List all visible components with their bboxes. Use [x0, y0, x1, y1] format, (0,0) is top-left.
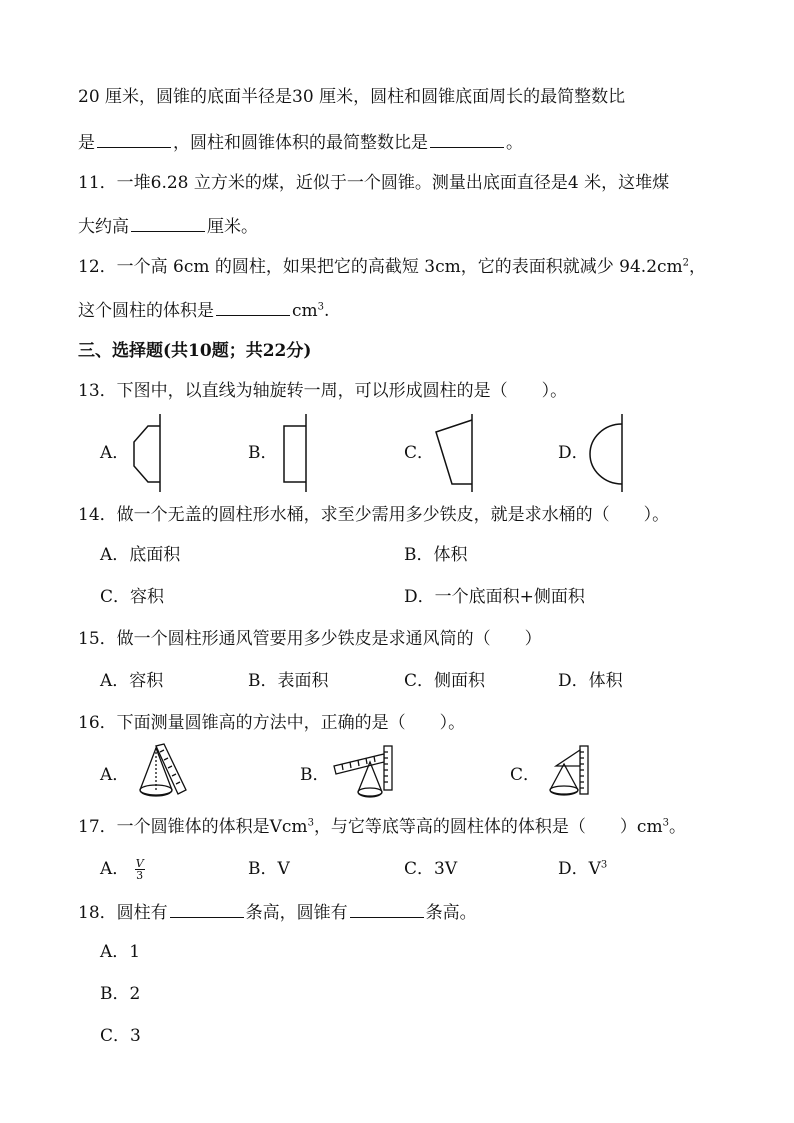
- q18-blank-1[interactable]: [170, 900, 244, 918]
- q17-fraction-denominator: 3: [136, 869, 144, 882]
- q17-option-d-text: D．V: [558, 859, 601, 879]
- q17-option-b[interactable]: B．V: [248, 859, 290, 879]
- q13-figure-c: [432, 414, 478, 494]
- q16-figure-c: [542, 744, 594, 802]
- q16-option-c[interactable]: C．: [510, 765, 541, 785]
- q10-text-b: ，圆柱和圆锥体积的最简整数比是: [173, 133, 428, 153]
- q11-line2: [78, 214, 258, 238]
- q13-figure-b: [280, 414, 316, 494]
- q17-stem: [78, 816, 686, 838]
- q14-option-d[interactable]: D．一个底面积+侧面积: [404, 587, 585, 607]
- q12-unit-sup: 3: [317, 301, 325, 313]
- q13-option-c[interactable]: C．: [404, 443, 435, 463]
- q17-text-b: ，与它等底等高的圆柱体的体积是（ ）cm: [313, 817, 663, 837]
- q12-line1: [78, 256, 706, 278]
- q17-option-c[interactable]: C．3V: [404, 859, 458, 879]
- q16-option-a[interactable]: A．: [100, 765, 130, 785]
- q12-end: .: [324, 301, 330, 321]
- q12-unit: cm: [292, 301, 318, 321]
- q16-option-b[interactable]: B．: [300, 765, 330, 785]
- q11-line1: 11．一堆6.28 立方米的煤，近似于一个圆锥。测量出底面直径是4 米，这堆煤: [78, 173, 670, 193]
- q18-option-c[interactable]: C．3: [100, 1026, 141, 1046]
- q10-line1: 20 厘米，圆锥的底面半径是30 厘米，圆柱和圆锥底面周长的最简整数比: [78, 87, 626, 107]
- q11-text-b: 厘米。: [207, 217, 258, 237]
- q17-sup-2: 3: [662, 817, 669, 829]
- q18-text-a: 18．圆柱有: [78, 903, 168, 923]
- q10-text-a: 是: [78, 133, 95, 153]
- q15-option-b[interactable]: B．表面积: [248, 671, 329, 691]
- q17-text-c: 。: [668, 817, 686, 837]
- q17-text-a: 17．一个圆锥体的体积是Vcm: [78, 817, 308, 837]
- q18-blank-2[interactable]: [350, 900, 424, 918]
- q18-text-b: 条高，圆锥有: [245, 903, 348, 923]
- q13-option-a[interactable]: A．: [100, 443, 130, 463]
- q10-line2: [78, 130, 523, 154]
- q12-text-end: ，: [689, 257, 707, 277]
- q13-stem: 13．下图中，以直线为轴旋转一周，可以形成圆柱的是（ ）。: [78, 381, 568, 401]
- q14-option-b[interactable]: B．体积: [404, 545, 468, 565]
- q18-option-a[interactable]: A．1: [100, 942, 141, 962]
- q17-option-a-fraction: [135, 858, 145, 881]
- q12-line2: [78, 298, 329, 322]
- q18-stem: [78, 900, 477, 924]
- q16-figure-b: [332, 744, 396, 802]
- q10-text-c: 。: [506, 133, 523, 153]
- q15-option-a[interactable]: A．容积: [100, 671, 164, 691]
- q17-sup-1: 3: [307, 817, 314, 829]
- q17-option-a-label: A．: [100, 859, 130, 879]
- q12-text: 12．一个高 6cm 的圆柱，如果把它的高截短 3cm，它的表面积就减少 94.2cm: [78, 257, 683, 277]
- q18-text-c: 条高。: [425, 903, 477, 923]
- q17-fraction-numerator: V: [135, 857, 144, 870]
- q17-option-d[interactable]: [558, 858, 607, 880]
- q15-stem: 15．做一个圆柱形通风管要用多少铁皮是求通风筒的（ ）: [78, 629, 542, 649]
- q16-figure-a: [136, 742, 190, 800]
- q12-text-a: 这个圆柱的体积是: [78, 301, 214, 321]
- q15-option-c[interactable]: C．侧面积: [404, 671, 486, 691]
- q11-blank[interactable]: [131, 214, 205, 232]
- q16-stem: 16．下面测量圆锥高的方法中，正确的是（ ）。: [78, 713, 466, 733]
- q17-option-a[interactable]: [100, 858, 145, 881]
- q10-blank-2[interactable]: [430, 130, 504, 148]
- q13-option-b[interactable]: B．: [248, 443, 278, 463]
- q10-blank-1[interactable]: [97, 130, 171, 148]
- q12-blank[interactable]: [216, 298, 290, 316]
- q14-option-a[interactable]: A．底面积: [100, 545, 181, 565]
- q15-option-d[interactable]: D．体积: [558, 671, 623, 691]
- q11-text-a: 大约高: [78, 217, 129, 237]
- q18-option-b[interactable]: B．2: [100, 984, 141, 1004]
- q13-figure-d: [588, 414, 628, 494]
- q14-option-c[interactable]: C．容积: [100, 587, 165, 607]
- section-title: 三、选择题(共10题；共22分): [78, 341, 312, 361]
- q13-figure-a: [132, 414, 172, 494]
- q14-stem: 14．做一个无盖的圆柱形水桶，求至少需用多少铁皮，就是求水桶的（ ）。: [78, 505, 670, 525]
- q13-option-d[interactable]: D．: [558, 443, 589, 463]
- q17-option-d-sup: 3: [600, 859, 608, 871]
- q12-sup: 2: [682, 257, 690, 269]
